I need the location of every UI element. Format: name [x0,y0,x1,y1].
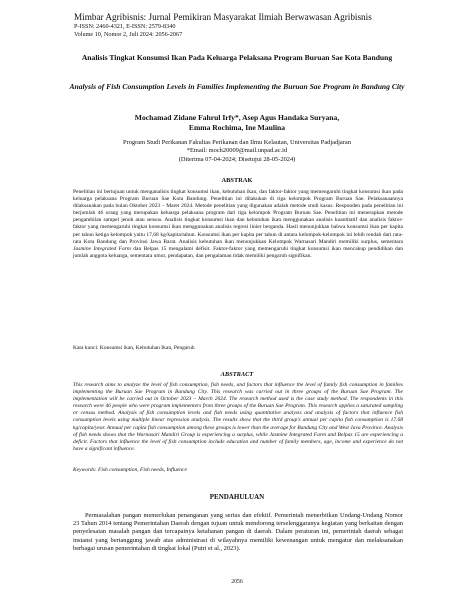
email-link[interactable]: moch20009@mail.unpad.ac.id [208,147,288,155]
journal-volume: Volume 10, Nomor 2, Juli 2024: 2056-2067 [74,31,183,38]
author-list [60,113,414,133]
received-accepted-dates: (Diterima 07-04-2024; Disetujui 28-05-2024) [178,155,296,163]
affiliation-institution: Program Studi Perikanan Fakultas Perikanan dan Ilmu Kelautan, Universitas Padjadjaran [123,139,351,146]
abstrak-heading: ABSTRAK [221,177,253,184]
paper-title-indonesian: Analisis Tingkat Konsumsi Ikan Pada Keluarga Pelaksana Program Buruan Sae Kota Bandung [81,53,393,62]
abstrak-body [73,189,403,260]
abstract-keywords [73,467,403,474]
affiliation-email-line [60,147,414,155]
journal-title: Mimbar Agribisnis: Jurnal Pemikiran Masyarakat Ilmiah Berwawasan Agribisnis [74,12,372,22]
abstract-body [73,382,403,453]
abstrak-text-2: dan Belpas 15 mengalami defisit. Faktor-faktor yang memengaruhi tingkat konsumsi ikan mencakup pendidikan dan jumlah anggota keluarga, sementara umur, pendapatan, dan pengalaman tidak memiliki pengaruh signifikan. [73,245,403,259]
journal-header [74,12,404,39]
email-label: *Email: [186,147,209,155]
journal-issn: P-ISSN: 2460-4321, E-ISSN: 2579-8340 [74,23,176,30]
affiliation-block [60,139,414,164]
abstract-keywords-text: Fish consumption, Fish needs, Influence [96,467,187,473]
pendahuluan-heading: PENDAHULUAN [209,493,265,501]
paper-title-english: Analysis of Fish Consumption Levels in Families Implementing the Buruan Sae Program in Bandung City [69,82,405,91]
abstrak-keywords [73,345,403,352]
abstract-keywords-label: Keywords: [73,467,97,473]
page-number: 2056 [231,579,243,585]
abstrak-text-1: Penelitian ini bertujuan untuk menganalisis tingkat konsumsi ikan, kebutuhan ikan, dan faktor-faktor yang memengaruhi tingkat konsumsi ikan pada keluarga pelaksana Program Buruan Sae Kota Bandung. Penelitian ini dilakukan di tiga kelompok Program Buruan Sae. Pelaksanaannya dilaksanakan pada bulan Oktober 2023 – Maret 2024. Metode penelitian yang digunakan adalah metode studi kasus. Responden pada penelitian ini berjumlah 46 orang yang merupakan keluarga pelaksana program dari tiga kelompok Program Buruan Sae. Penelitian ini menerapkan metode pengambilan sampel jenuh atau sensus. Analisis tingkat konsumsi ikan dan kebutuhan ikan menggunakan analisis kuantitatif dan analisis faktor-faktor yang memengaruhi tingkat konsumsi ikan menggunakan analisis regresi linier berganda. Hasil menunjukkan bahwa konsumsi ikan per kapita per tahun ketiga kelompok yaitu 17,68 kg/kapita/tahun. Konsumsi ikan per kapita per tahun di antara kelompok-kelompok ini lebih rendah dari rata-rata Kota Bandung dan Provinsi Jawa Barat. Analisis kebutuhan ikan menunjukkan Kelompok Warnasari Mandiri memiliki surplus, sementara [73,189,403,245]
author-line-1: Mochamad Zidane Fahrul Irfy*, Asep Agus Handaka Suryana, [134,113,340,122]
abstrak-text-italic: Jasmine Integrated Farm [73,245,131,252]
abstrak-keywords-label: Kata kunci: [73,345,99,351]
abstract-text: This research aims to analyze the level of fish consumption, fish needs, and factors that influence the level of family fish consumption in families implementing the Buruan Sae Program in Bandung City. This research was carried out in three groups of the Buruan Sae Program. The implementation will be carried out in October 2023 – March 2024. The research method used is the case study method. The respondents in this research were 46 people who were program implementers from three groups of the Buruan Sae Program. This research applies a saturated sampling or census method. Analysis of fish consumption levels and fish needs using quantitative analysis and analysis of factors that influence fish consumption levels using multiple linear regression analysis. The results show that the third group's annual per capita fish consumption is 17.68 kg/capita/year. Annual per capita fish consumption among these groups is lower than the average for Bandung City and West Java Province. Analysis of fish needs shows that the Warnasari Mandiri Group is experiencing a surplus, while Jasmine Integrated Farm and Belpas 15 are experiencing a deficit. Factors that influence the level of fish consumption include education and number of family members, age, income and experience do not have a significant influence. [73,382,403,452]
pendahuluan-body: Permasalahan pangan memerlukan penanganan yang serius dan efektif. Pemerintah menerbitkan Undang-Undang Nomor 23 Tahun 2014 tentang Pemerintahan Daerah dengan tujuan untuk mendorong terselenggaranya kegiatan yang berkaitan dengan penyelesaian masalah pangan dan tercapainya ketahanan pangan di daerah. Dalam peraturan ini, pemerintah daerah sebagai instansi yang bertanggung jawab atas administrasi di wilayahnya memiliki kewenangan untuk mengatur dan melaksanakan berbagai urusan pemerintahan di tingkat lokal (Putri et al., 2023). [73,512,403,552]
abstrak-keywords-text: Konsumsi ikan, Kebutuhan Ikan, Pengaruh [98,345,195,351]
author-line-2: Emma Rochima, Ine Maulina [188,123,286,132]
abstract-heading: ABSTRACT [220,371,254,378]
